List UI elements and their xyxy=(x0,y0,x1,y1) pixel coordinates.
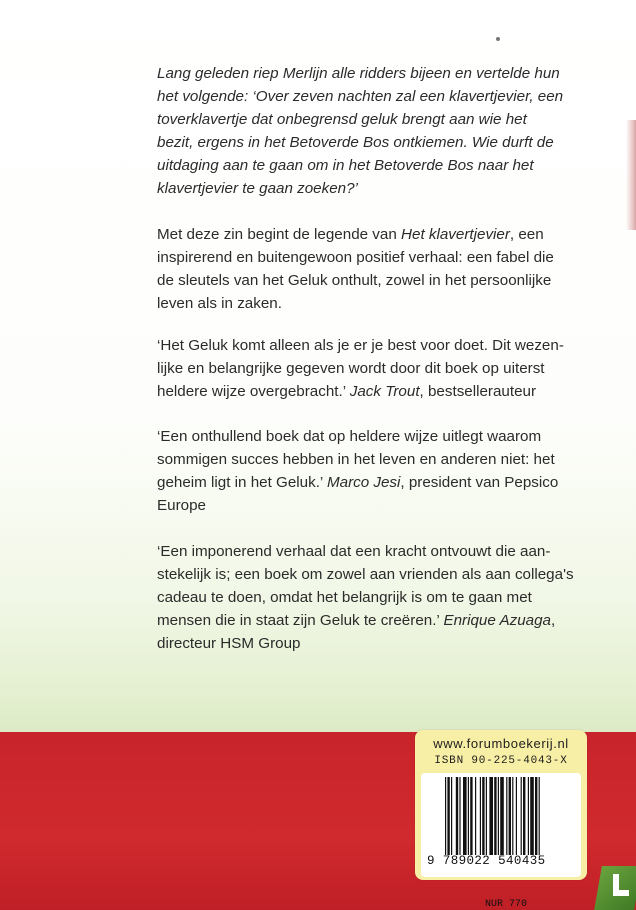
barcode-bar xyxy=(509,777,511,855)
review-line: lijke en belangrijke gegeven wordt door dit boek op uiterst xyxy=(157,360,545,377)
barcode-bar xyxy=(521,777,522,855)
barcode-bar xyxy=(523,777,525,855)
barcode-bar xyxy=(445,777,446,855)
intro-line: het volgende: ‘Over zeven nachten zal een klavertjevier, een xyxy=(157,88,564,105)
description-line: inspirerend en buitengewoon positief verhaal: een fabel die xyxy=(157,249,554,266)
review-line: stekelijk is; een boek om zowel aan vrienden als aan collega's xyxy=(157,566,574,583)
barcode-bar xyxy=(489,777,493,855)
intro-quote xyxy=(157,62,577,200)
book-title: Het klavertjevier xyxy=(401,226,510,243)
review-author: Marco Jesi xyxy=(326,474,401,491)
barcode-bar xyxy=(500,777,504,855)
review-line: directeur HSM Group xyxy=(157,635,301,652)
review-author: Enrique Azuaga xyxy=(443,612,551,629)
review-text: mensen die in staat zijn Geluk te creëren.’ xyxy=(157,612,444,629)
review-author: Jack Trout xyxy=(349,383,420,400)
publisher-url[interactable]: www.forumboekerij.nl xyxy=(433,736,569,751)
barcode-panel xyxy=(421,773,581,910)
barcode-bar xyxy=(498,777,499,855)
review-quote-trout xyxy=(157,334,577,403)
review-line: ‘Een imponerend verhaal dat een kracht ontvouwt die aan- xyxy=(157,543,551,560)
barcode-bar xyxy=(480,777,481,855)
barcode-bar xyxy=(535,777,537,855)
print-speck xyxy=(496,37,500,41)
review-text: heldere wijze overgebracht.’ xyxy=(157,383,350,400)
description-paragraph xyxy=(157,223,577,315)
barcode-bar xyxy=(447,777,449,855)
nur-code: NUR 770 xyxy=(484,899,527,910)
cover-edge-shading xyxy=(626,120,636,230)
barcode-bars xyxy=(445,777,571,855)
barcode-bar xyxy=(468,777,469,855)
review-quote-jesi xyxy=(157,425,577,517)
barcode-bar xyxy=(528,777,529,855)
description-first-line xyxy=(157,223,577,246)
intro-line: uitdaging aan te gaan om in het Betoverde Bos naar het xyxy=(157,157,534,174)
intro-line: Lang geleden riep Merlijn alle ridders bijeen en vertelde hun xyxy=(157,65,560,82)
barcode-bar xyxy=(530,777,534,855)
publisher-logo-letter-foot xyxy=(613,890,629,896)
description-line: leven als in zaken. xyxy=(157,295,282,312)
description-lead-end: , een xyxy=(509,226,544,243)
barcode-bar xyxy=(456,777,458,855)
barcode-bar xyxy=(506,777,507,855)
review-attribution-line xyxy=(157,471,577,494)
barcode-bar xyxy=(539,777,540,855)
barcode-bar xyxy=(459,777,460,855)
review-line: ‘Een onthullend boek dat op heldere wijze uitlegt waarom xyxy=(157,428,542,445)
review-text: geheim ligt in het Geluk.’ xyxy=(157,474,327,491)
review-line: Europe xyxy=(157,497,206,514)
isbn-label: ISBN 90-225-4043-X xyxy=(434,755,568,767)
review-author-role: , bestsellerauteur xyxy=(419,383,537,400)
barcode-bar xyxy=(475,777,476,855)
barcode-bar xyxy=(470,777,472,855)
review-attribution-line xyxy=(157,609,577,632)
barcode-bar xyxy=(451,777,452,855)
barcode-bar xyxy=(463,777,467,855)
review-line: cadeau te doen, omdat het belangrijk is om te gaan met xyxy=(157,589,532,606)
barcode-digits: 9 789022 540435 xyxy=(427,854,546,868)
review-attribution-line xyxy=(157,380,577,403)
intro-line: klavertjevier te gaan zoeken?’ xyxy=(157,180,358,197)
review-line: ‘Het Geluk komt alleen als je er je best voor doet. Dit wezen- xyxy=(157,337,564,354)
review-author-role: , president van Pepsico xyxy=(400,474,559,491)
barcode-bar xyxy=(512,777,513,855)
barcode-bar xyxy=(482,777,484,855)
barcode-bar xyxy=(486,777,487,855)
review-quote-azuaga xyxy=(157,540,577,655)
description-line: de sleutels van het Geluk onthult, zowel in het persoonlijke xyxy=(157,272,552,289)
barcode-sticker xyxy=(415,730,587,910)
intro-line: toverklavertje dat onbegrensd geluk brengt aan wie het xyxy=(157,111,527,128)
intro-line: bezit, ergens in het Betoverde Bos ontkiemen. Wie durft de xyxy=(157,134,554,151)
description-lead: Met deze zin begint de legende van xyxy=(157,226,402,243)
barcode-bar xyxy=(494,777,496,855)
review-line: sommigen succes hebben in het leven en anderen niet: het xyxy=(157,451,555,468)
barcode-bar xyxy=(516,777,517,855)
review-author-role: , xyxy=(550,612,556,629)
